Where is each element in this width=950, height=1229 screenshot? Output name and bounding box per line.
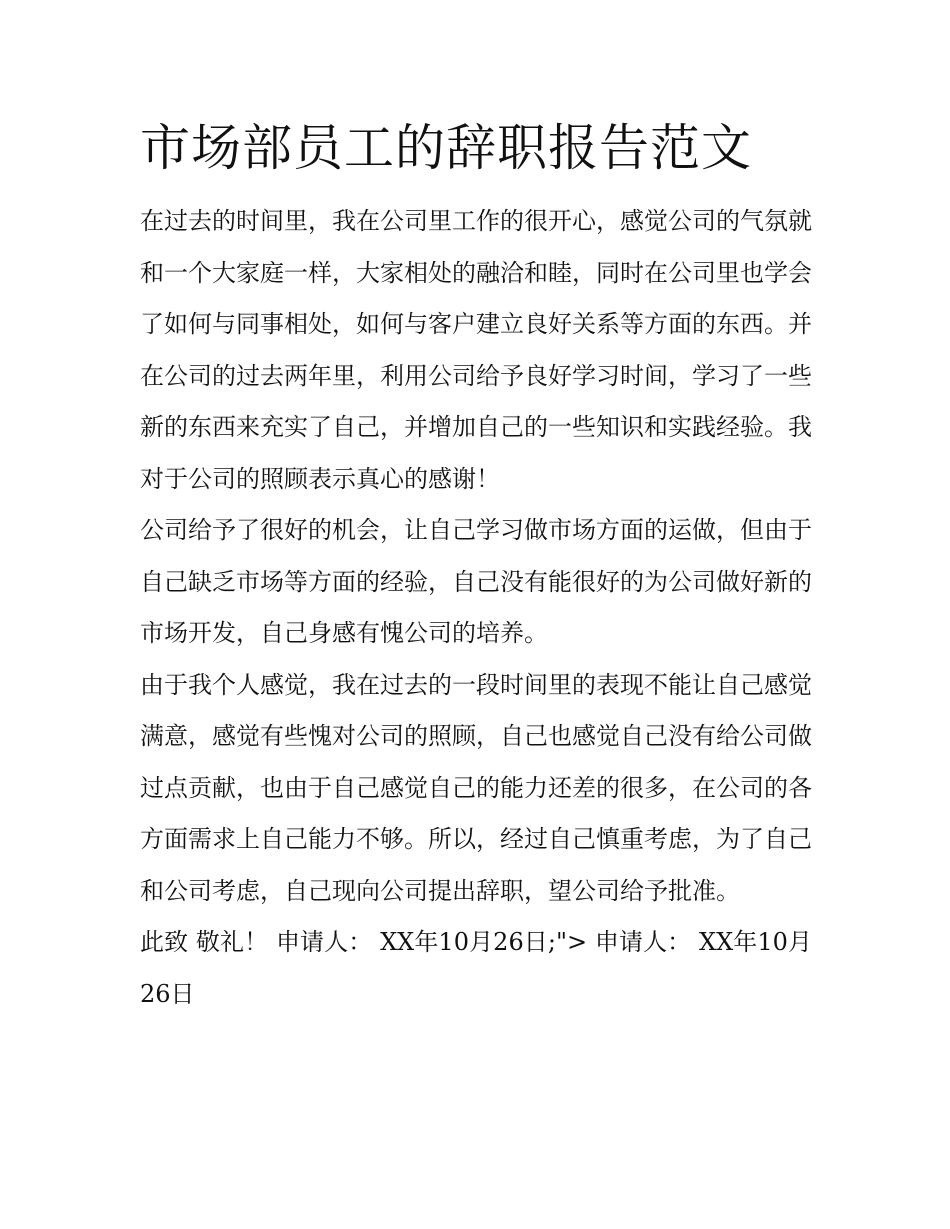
- document-content: [140, 118, 812, 1020]
- paragraph-opportunity: 公司给予了很好的机会，让自己学习做市场方面的运做，但由于自己缺乏市场等方面的经验，自己没有能很好的为公司做好新的市场开发，自己身感有愧公司的培养。: [140, 516, 812, 647]
- paragraph-resignation-reason: 由于我个人感觉，我在过去的一段时间里的表现不能让自己感觉满意，感觉有些愧对公司的照顾，自己也感觉自己没有给公司做过点贡献，也由于自己感觉自己的能力还差的很多，在公司的各方面需求上自己能力不够。所以，经过自己慎重考虑，为了自己和公司考虑，自己现向公司提出辞职，望公司给予批准。: [140, 670, 812, 905]
- document-title: 市场部员工的辞职报告范文: [140, 119, 752, 177]
- paragraph-gratitude: 在过去的时间里，我在公司里工作的很开心，感觉公司的气氛就和一个大家庭一样，大家相处的融洽和睦，同时在公司里也学会了如何与同事相处，如何与客户建立良好关系等方面的东西。并在公司的过去两年里，利用公司给予良好学习时间，学习了一些新的东西来充实了自己，并增加自己的一些知识和实践经验。我对于公司的照顾表示真心的感谢！: [140, 207, 812, 493]
- paragraph-closing-signature: 此致 敬礼！ 申请人： XX年10月26日;"> 申请人： XX年10月26日: [140, 928, 812, 1008]
